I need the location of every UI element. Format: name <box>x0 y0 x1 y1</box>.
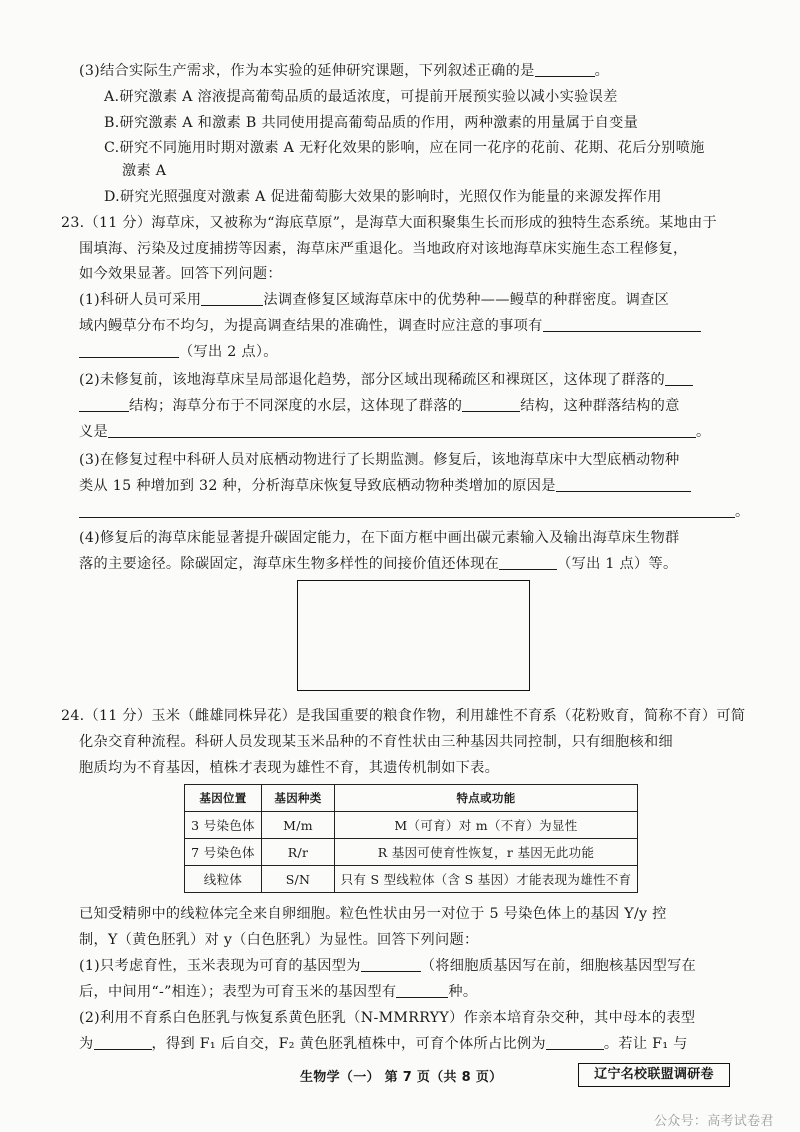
q23-part1-line3: （写出 2 点）。 <box>79 342 278 362</box>
q24-part1: (1)只考虑育性，玉米表现为可育的基因型为 （将细胞质基因写在前，细胞核基因型写在 <box>79 958 697 974</box>
q23-part3-line3: 。 <box>79 502 750 522</box>
q23-part2: (2)未修复前，该地海草床呈局部退化趋势，部分区域出现稀疏区和裸斑区，这体现了群落的 <box>79 370 693 390</box>
q23-part2-line2: 结构；海草分布于不同深度的水层，这体现了群落的 结构，这种群落结构的意 <box>79 396 680 416</box>
q24-intro-line2: 化杂交育种流程。科研人员发现某玉米品种的不育性状由三种基因共同控制，只有细胞核和细 <box>79 734 673 750</box>
q24-known: 已知受精卵中的线粒体完全来自卵细胞。粒色性状由另一对位于 5 号染色体上的基因 Y/y 控 <box>79 906 667 922</box>
q23-part2-line3: 义是 。 <box>79 424 711 440</box>
q22-3-option-c-cont: 激素 A <box>122 163 167 179</box>
table-header-cell: 基因种类 <box>262 785 335 812</box>
answer-blank <box>108 422 696 438</box>
table-row <box>185 839 638 866</box>
table-cell: R/r <box>262 839 335 866</box>
table-cell: S/N <box>262 866 335 893</box>
table-cell: M（可育）对 m（不育）为显性 <box>335 812 638 839</box>
q23-part1-line2: 域内鳗草分布不均匀，为提高调查结果的准确性，调查时应注意的事项有 <box>79 316 701 336</box>
table-row <box>185 812 638 839</box>
table-header-row <box>185 785 638 812</box>
q22-3-option-c: C.研究不同施用时期对激素 A 无籽化效果的影响，应在同一花序的花前、花期、花后分别喷施 <box>104 140 705 156</box>
alliance-label-box: 辽宁名校联盟调研卷 <box>578 1063 730 1087</box>
q22-3-option-a: A.研究激素 A 溶液提高葡萄品质的最适浓度，可提前开展预实验以减小实验误差 <box>104 89 618 105</box>
answer-blank <box>665 370 693 386</box>
table-cell: 线粒体 <box>185 866 262 893</box>
page-footer <box>0 1062 800 1088</box>
q23-part3: (3)在修复过程中科研人员对底栖动物进行了长期监测。修复后，该地海草床中大型底栖动物种 <box>79 452 680 468</box>
q24-part2: (2)利用不育系白色胚乳与恢复系黄色胚乳（N-MMRRYY）作亲本培育杂交种，其中母本的表型 <box>79 1010 696 1026</box>
table-row <box>185 866 638 893</box>
answer-blank <box>396 982 448 998</box>
q23-intro-line3: 如今效果显著。回答下列问题： <box>79 266 282 282</box>
table-cell: R 基因可使育性恢复，r 基因无此功能 <box>335 839 638 866</box>
answer-blank <box>556 476 691 492</box>
answer-blank <box>535 61 595 77</box>
q23-part4-line2: 落的主要途径。除碳固定，海草床生物多样性的间接价值还体现在 （写出 1 点）等。 <box>79 556 678 572</box>
q24-intro: 24.（11 分）玉米（雌雄同株异花）是我国重要的粮食作物，利用雄性不育系（花粉败育，简称不育）可简 <box>61 708 746 724</box>
answer-blank <box>361 956 421 972</box>
answer-blank <box>546 1034 604 1050</box>
table-header-cell: 特点或功能 <box>335 785 638 812</box>
q23-part4: (4)修复后的海草床能显著提升碳固定能力，在下面方框中画出碳元素输入及输出海草床生物群 <box>79 530 680 546</box>
table-cell: M/m <box>262 812 335 839</box>
answer-blank <box>462 396 520 412</box>
q22-3-stem: (3)结合实际生产需求，作为本实验的延伸研究课题，下列叙述正确的是 。 <box>79 63 610 79</box>
table-header-cell: 基因位置 <box>185 785 262 812</box>
answer-blank <box>79 342 179 358</box>
answer-blank <box>79 396 129 412</box>
answer-blank <box>543 316 701 332</box>
answer-blank <box>94 1034 152 1050</box>
answer-blank <box>201 290 263 306</box>
drawing-answer-box <box>297 580 530 691</box>
answer-blank <box>79 502 735 518</box>
gene-table <box>184 784 638 893</box>
q22-3-option-d: D.研究光照强度对激素 A 促进葡萄膨大效果的影响时，光照仅作为能量的来源发挥作用 <box>104 189 662 205</box>
q23-intro-line2: 围填海、污染及过度捕捞等因素，海草床严重退化。当地政府对该地海草床实施生态工程修复， <box>79 241 688 257</box>
q24-known-line2: 制，Y（黄色胚乳）对 y（白色胚乳）为显性。回答下列问题： <box>79 932 479 948</box>
answer-blank <box>499 554 557 570</box>
table-cell: 7 号染色体 <box>185 839 262 866</box>
q23-intro: 23.（11 分）海草床，又被称为“海底草原”，是海草大面积聚集生长而形成的独特生态系统。某地由于 <box>61 215 718 231</box>
q24-intro-line3: 胞质均为不育基因，植株才表现为雄性不育，其遗传机制如下表。 <box>79 760 500 776</box>
q24-part2-line2: 为 ，得到 F₁ 后自交，F₂ 黄色胚乳植株中，可育个体所占比例为 。若让 F₁ 与 <box>79 1036 688 1052</box>
watermark: 公众号：高考试卷君 <box>654 1114 774 1129</box>
q24-part1-line2: 后，中间用“-”相连）；表型为可育玉米的基因型有 种。 <box>79 984 478 1000</box>
table-cell: 3 号染色体 <box>185 812 262 839</box>
q23-part1: (1)科研人员可采用 法调查修复区域海草床中的优势种——鳗草的种群密度。调查区 <box>79 292 670 308</box>
q23-part3-line2: 类从 15 种增加到 32 种，分析海草床恢复导致底栖动物种类增加的原因是 <box>79 476 691 496</box>
q22-3-option-b: B.研究激素 A 和激素 B 共同使用提高葡萄品质的作用，两种激素的用量属于自变量 <box>104 115 639 131</box>
page-number-label: 生物学（一） 第 7 页（共 8 页） <box>300 1070 503 1085</box>
table-cell: 只有 S 型线粒体（含 S 基因）才能表现为雄性不育 <box>335 866 638 893</box>
